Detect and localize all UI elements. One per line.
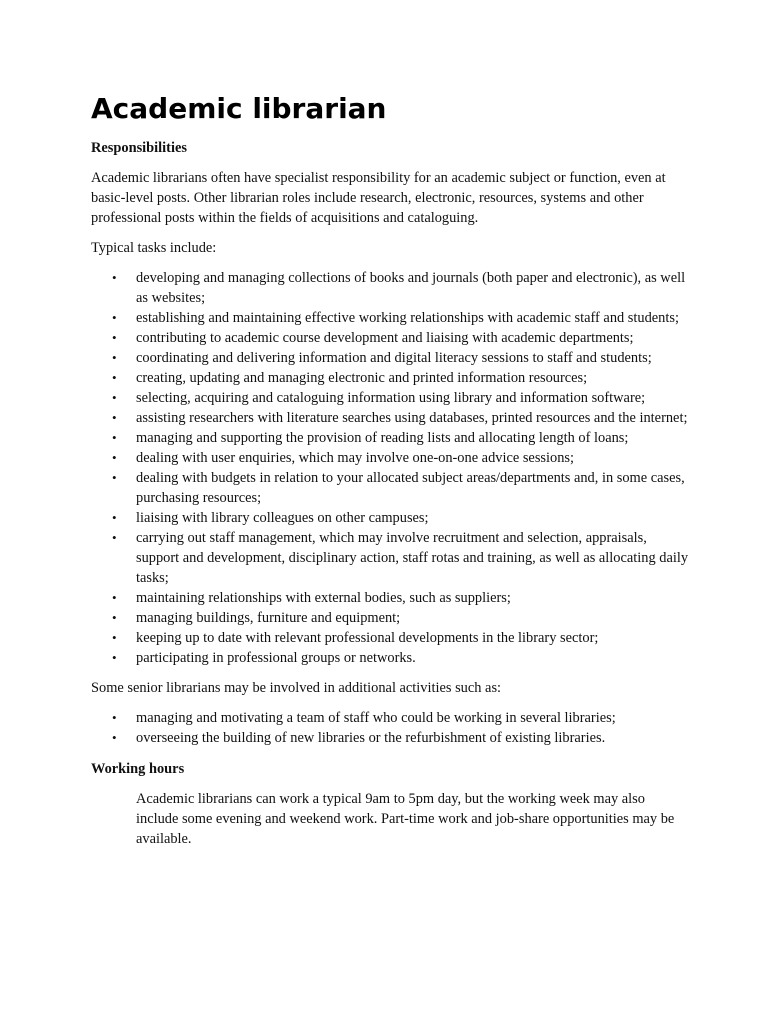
- list-item: [91, 348, 691, 368]
- list-item-text: establishing and maintaining effective working relationships with academic staff and students;: [136, 310, 679, 326]
- list-item: [91, 388, 691, 408]
- responsibilities-intro: Academic librarians often have specialist responsibility for an academic subject or function, even at basic-level posts. Other librarian roles include research, electronic, resources, systems and other professional posts within the fields of acquisitions and cataloguing.: [91, 170, 666, 226]
- list-item-text: managing and motivating a team of staff who could be working in several libraries;: [136, 710, 616, 726]
- bullet-icon: •: [112, 270, 117, 285]
- list-item: [91, 628, 691, 648]
- bullet-icon: •: [112, 630, 117, 645]
- list-item-text: creating, updating and managing electronic and printed information resources;: [136, 370, 588, 386]
- list-item-text: dealing with budgets in relation to your allocated subject areas/departments and, in some cases, purchasing resources;: [136, 470, 685, 506]
- bullet-icon: •: [112, 610, 117, 625]
- typical-tasks-list: [91, 268, 691, 668]
- senior-intro: Some senior librarians may be involved in additional activities such as:: [91, 680, 502, 696]
- list-item-text: developing and managing collections of books and journals (both paper and electronic), as well as websites;: [136, 270, 686, 306]
- list-item-text: participating in professional groups or networks.: [136, 650, 416, 666]
- list-item: [91, 408, 691, 428]
- list-item-text: contributing to academic course development and liaising with academic departments;: [136, 330, 634, 346]
- list-item: [91, 448, 691, 468]
- list-item: [91, 588, 691, 608]
- bullet-icon: •: [112, 510, 117, 525]
- list-item-text: overseeing the building of new libraries or the refurbishment of existing libraries.: [136, 730, 606, 746]
- bullet-icon: •: [112, 330, 117, 345]
- list-item: [91, 648, 691, 668]
- list-item-text: assisting researchers with literature searches using databases, printed resources and the internet;: [136, 410, 688, 426]
- bullet-icon: •: [112, 410, 117, 425]
- list-item: [91, 728, 691, 748]
- document-title: Academic librarian: [91, 92, 387, 125]
- bullet-icon: •: [112, 390, 117, 405]
- list-item: [91, 428, 691, 448]
- list-item-text: dealing with user enquiries, which may involve one-on-one advice sessions;: [136, 450, 575, 466]
- list-item-text: coordinating and delivering information and digital literacy sessions to staff and students;: [136, 350, 652, 366]
- list-item: [91, 528, 691, 588]
- list-item: [91, 328, 691, 348]
- list-item: [91, 308, 691, 328]
- bullet-icon: •: [112, 370, 117, 385]
- bullet-icon: •: [112, 430, 117, 445]
- list-item-text: selecting, acquiring and cataloguing information using library and information software;: [136, 390, 646, 406]
- bullet-icon: •: [112, 530, 117, 545]
- document-body: [91, 138, 691, 859]
- list-item: [91, 608, 691, 628]
- list-item: [91, 368, 691, 388]
- senior-tasks-list: [91, 708, 691, 748]
- list-item-text: carrying out staff management, which may involve recruitment and selection, appraisals, support and development, disciplinary action, staff rotas and training, as well as allocating daily tasks;: [136, 530, 689, 586]
- list-item-text: managing buildings, furniture and equipment;: [136, 610, 401, 626]
- list-item: [91, 268, 691, 308]
- responsibilities-heading: Responsibilities: [91, 140, 187, 156]
- typical-tasks-intro: Typical tasks include:: [91, 240, 217, 256]
- list-item-text: keeping up to date with relevant professional developments in the library sector;: [136, 630, 599, 646]
- bullet-icon: •: [112, 730, 117, 745]
- list-item-text: maintaining relationships with external bodies, such as suppliers;: [136, 590, 511, 606]
- working-hours-text: Academic librarians can work a typical 9am to 5pm day, but the working week may also include some evening and weekend work. Part-time work and job-share opportunities may be available.: [136, 791, 675, 847]
- bullet-icon: •: [112, 350, 117, 365]
- list-item: [91, 708, 691, 728]
- bullet-icon: •: [112, 590, 117, 605]
- bullet-icon: •: [112, 310, 117, 325]
- list-item-text: liaising with library colleagues on other campuses;: [136, 510, 429, 526]
- bullet-icon: •: [112, 470, 117, 485]
- working-hours-heading: Working hours: [91, 761, 185, 777]
- bullet-icon: •: [112, 450, 117, 465]
- list-item: [91, 468, 691, 508]
- list-item-text: managing and supporting the provision of reading lists and allocating length of loans;: [136, 430, 629, 446]
- bullet-icon: •: [112, 710, 117, 725]
- bullet-icon: •: [112, 650, 117, 665]
- list-item: [91, 508, 691, 528]
